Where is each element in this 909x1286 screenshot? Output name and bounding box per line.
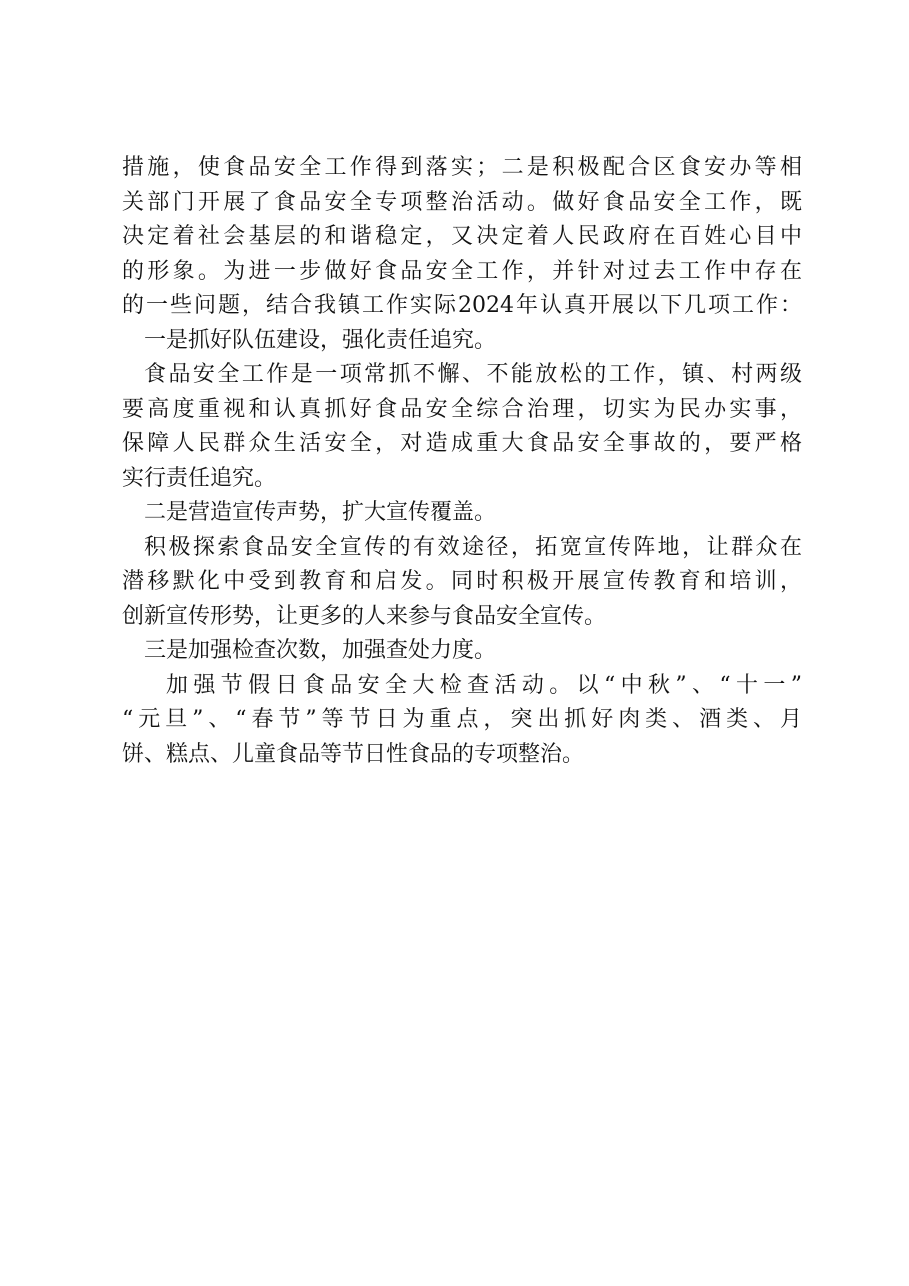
text-line: 保障人民群众生活安全，对造成重大食品安全事故的，要严格	[122, 431, 802, 456]
text-line: 食品安全工作是一项常抓不懈、不能放松的工作，镇、村两级	[144, 362, 802, 387]
text-line: 积极探索食品安全宣传的有效途径，拓宽宣传阵地，让群众在	[144, 534, 802, 560]
text-line: 要高度重视和认真抓好食品安全综合治理，切实为民办实事，	[122, 396, 802, 422]
text-line: 创新宣传形势，让更多的人来参与食品安全宣传。	[122, 603, 607, 629]
section-heading-3: 三是加强检查次数，加强查处力度。	[144, 638, 497, 663]
text-line: 措施，使食品安全工作得到落实；二是积极配合区食安办等相	[122, 155, 802, 180]
text-line: 的一些问题，结合我镇工作实际2024年认真开展以下几项工作：	[122, 293, 802, 318]
text-line: “元旦”、“春节”等节日为重点，突出抓好肉类、酒类、月	[122, 707, 802, 732]
text-line: 饼、糕点、儿童食品等节日性食品的专项整治。	[122, 741, 585, 767]
section-heading-2: 二是营造宣传声势，扩大宣传覆盖。	[144, 500, 497, 525]
section-heading-1: 一是抓好队伍建设，强化责任追究。	[144, 327, 497, 353]
document-body	[122, 151, 802, 772]
text-line: 的形象。为进一步做好食品安全工作，并针对过去工作中存在	[122, 258, 802, 284]
text-line: 实行责任追究。	[122, 465, 277, 491]
text-line: 关部门开展了食品安全专项整治活动。做好食品安全工作，既	[122, 189, 802, 215]
text-line: 加强节假日食品安全大检查活动。以“中秋”、“十一”	[166, 672, 802, 698]
text-line: 潜移默化中受到教育和启发。同时积极开展宣传教育和培训，	[122, 569, 802, 594]
text-line: 决定着社会基层的和谐稳定，又决定着人民政府在百姓心目中	[122, 224, 802, 249]
